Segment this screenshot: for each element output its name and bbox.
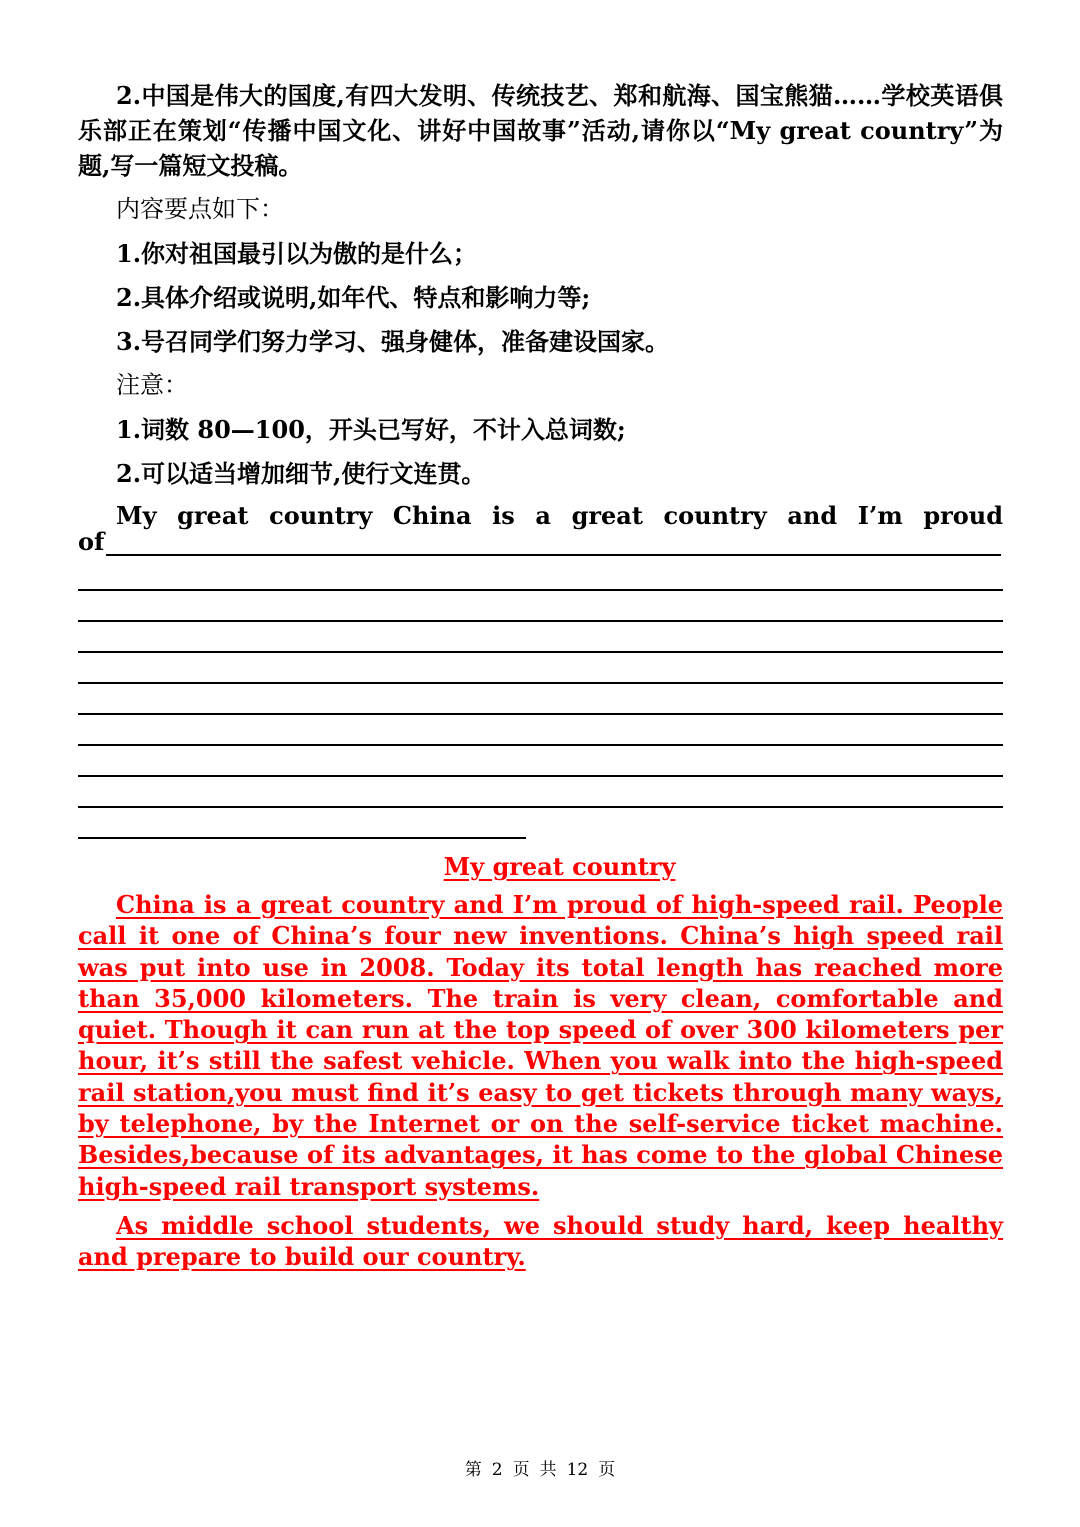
- writing-line[interactable]: [78, 779, 1003, 808]
- notes-heading: 注意：: [116, 371, 188, 399]
- writing-line[interactable]: [78, 717, 1003, 746]
- writing-line[interactable]: [78, 562, 1003, 591]
- total-pages-number: 12: [566, 1460, 589, 1480]
- note-item: 1.词数 80—100，开头已写好，不计入总词数;: [116, 415, 626, 444]
- footer-label: 共: [539, 1460, 557, 1480]
- point-item: 2.具体介绍或说明,如年代、特点和影响力等;: [116, 283, 591, 312]
- point-item: 1.你对祖国最引以为傲的是什么；: [116, 239, 478, 268]
- footer-label: 第: [464, 1460, 482, 1480]
- points-heading: 内容要点如下：: [116, 195, 284, 223]
- writing-line[interactable]: [78, 593, 1003, 622]
- essay-first-line: [78, 528, 1003, 556]
- answer-paragraph: As middle school students, we should study hard, keep healthy and prepare to build our country.: [78, 1210, 1003, 1272]
- current-page-number: 2: [491, 1460, 503, 1480]
- footer-label: 页: [598, 1460, 616, 1480]
- essay-starter-of: of: [78, 527, 105, 556]
- answer-title: My great country: [443, 852, 676, 881]
- page-footer: [0, 1455, 1080, 1480]
- page-content: [78, 78, 1003, 1273]
- writing-line[interactable]: [78, 748, 1003, 777]
- answer-paragraph: China is a great country and I’m proud of high-speed rail. People call it one of China’s four new inventions. China’s high speed rail was put into use in 2008. Today its total length has reached more than 35,000 kilometers. The train is very clean, comfortable and quiet. Though it can run at the top speed of over 300 kilometers per hour, it’s still the safest vehicle. When you walk into the high-speed rail station,you must find it’s easy to get tickets through many ways, by telephone, by the Internet or on the self-service ticket machine. Besides,because of its advantages, it has come to the global Chinese high-speed rail transport systems.: [78, 890, 1003, 1201]
- writing-line[interactable]: [78, 810, 526, 839]
- footer-label: 页: [512, 1460, 530, 1480]
- writing-line[interactable]: [78, 686, 1003, 715]
- writing-line[interactable]: [78, 655, 1003, 684]
- essay-starter: My great country China is a great country and I’m proud: [116, 501, 1003, 530]
- writing-line[interactable]: [78, 624, 1003, 653]
- writing-lines: [78, 562, 1003, 839]
- point-item: 3.号召同学们努力学习、强身健体，准备建设国家。: [116, 327, 670, 356]
- note-item: 2.可以适当增加细节,使行文连贯。: [116, 459, 486, 488]
- writing-line[interactable]: [106, 534, 1001, 556]
- question-intro: 2.中国是伟大的国度,有四大发明、传统技艺、郑和航海、国宝熊猫……学校英语俱乐部正在策划“传播中国文化、讲好中国故事”活动,请你以“My great country”为题,写一篇短文投稿。: [78, 81, 1003, 180]
